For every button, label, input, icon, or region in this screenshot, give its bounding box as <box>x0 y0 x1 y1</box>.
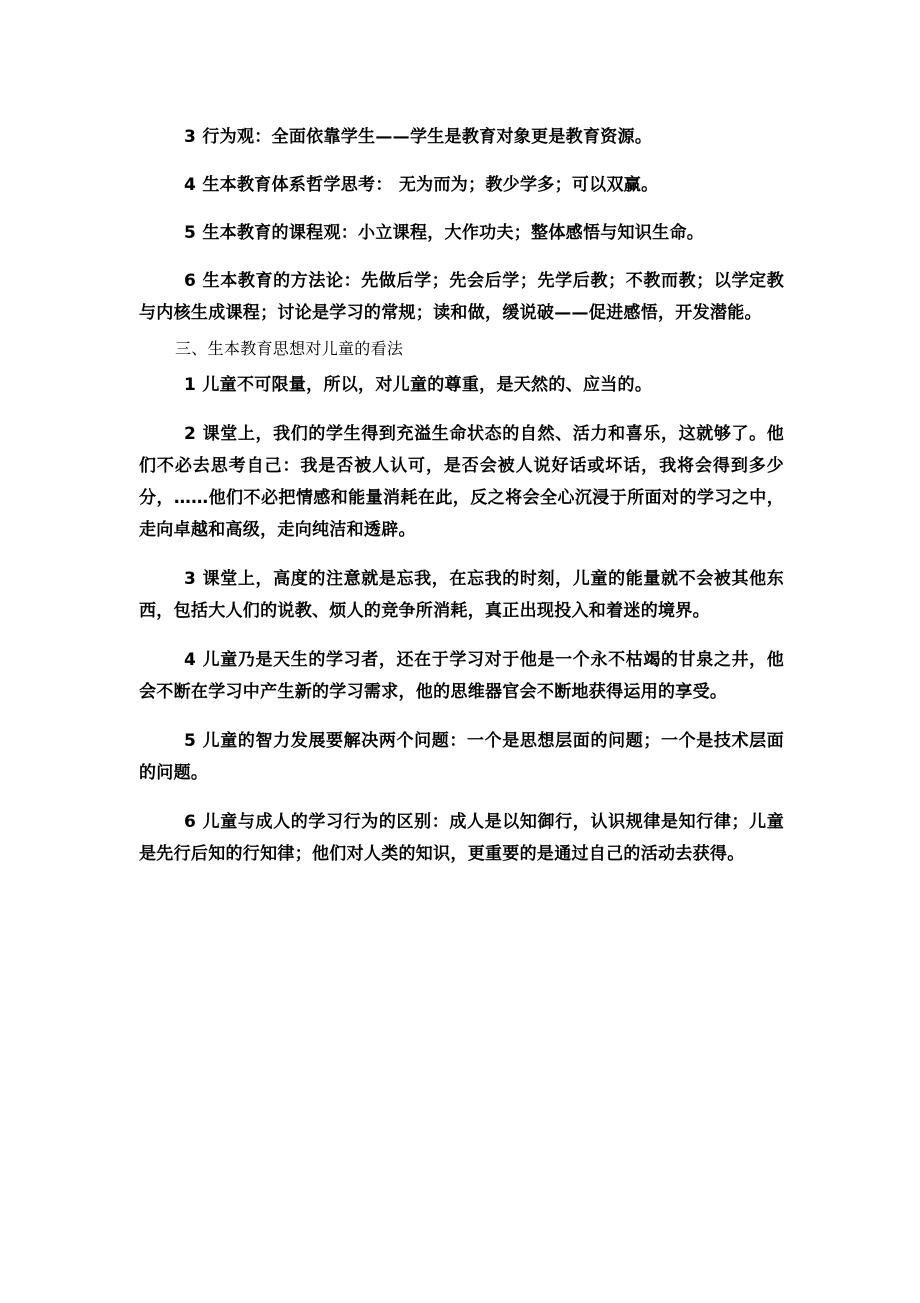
paragraph-behavior-view: 3 行为观：全面依靠学生——学生是教育对象更是教育资源。 <box>184 127 653 147</box>
paragraph-curriculum-view: 5 生本教育的课程观：小立课程，大作功夫；整体感悟与知识生命。 <box>184 223 705 243</box>
paragraph-child-6: 6 儿童与成人的学习行为的区别：成人是以知御行，认识规律是知行律；儿童是先行后知的行知律；他们对人类的知识，更重要的是通过自己的活动去获得。 <box>139 812 784 864</box>
paragraph-methodology: 6 生本教育的方法论：先做后学；先会后学；先学后教；不教而教；以学定教与内核生成课程；讨论是学习的常规；读和做，缓说破——促进感悟，开发潜能。 <box>139 271 784 323</box>
paragraph-child-1: 1 儿童不可限量，所以，对儿童的尊重，是天然的、应当的。 <box>184 375 653 395</box>
paragraph-child-2: 2 课堂上，我们的学生得到充溢生命状态的自然、活力和喜乐，这就够了。他们不必去思考自己：我是否被人认可，是否会被人说好话或坏话，我将会得到多少分，……他们不必把情感和能量消耗在此，反之将会全心沉浸于所面对的学习之中，走向卓越和高级，走向纯洁和透辟。 <box>139 424 784 540</box>
section-heading: 三、生本教育思想对儿童的看法 <box>175 339 404 358</box>
paragraph-philosophy: 4 生本教育体系哲学思考： 无为而为；教少学多；可以双赢。 <box>184 175 659 195</box>
paragraph-child-4: 4 儿童乃是天生的学习者，还在于学习对于他是一个永不枯竭的甘泉之井，他会不断在学习中产生新的学习需求，他的思维器官会不断地获得运用的享受。 <box>139 650 784 702</box>
document-body <box>139 121 784 870</box>
paragraph-child-3: 3 课堂上，高度的注意就是忘我，在忘我的时刻，儿童的能量就不会被其他东西，包括大人们的说教、烦人的竞争所消耗，真正出现投入和着迷的境界。 <box>139 569 784 621</box>
paragraph-child-5: 5 儿童的智力发展要解决两个问题：一个是思想层面的问题；一个是技术层面的问题。 <box>139 731 784 783</box>
